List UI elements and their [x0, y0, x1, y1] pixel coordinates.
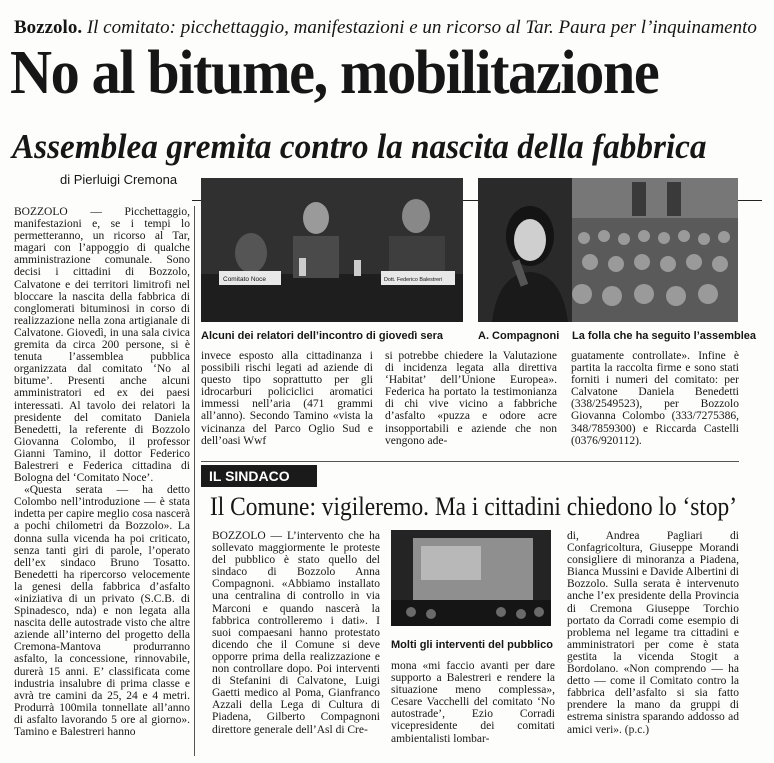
article-paragraph-2: «Questa serata — ha detto Colombo nell’introduzione — è stata indetta per capire meglio cosa nascerà a pochi chilometri da Bozzolo». La donna sulla vicenda ha poi criticato, senza tanti giri di parole, l’operato dell’ex sindaco Bruno Tosatto. Benedetti ha ripercorso velocemente la genesi della fabbrica d’asfalto «iniziativa di un privato (S.C.B. di Spinadesco, nda) e non legata alla nascita delle autostrade visto che altre aziende all’interno del progetto della Cremona-Mantova produrranno asfalto, la concessione, rinnovabile, durerà 15 anni. E’ classificata come industria insalubre di prima classe e avrà tre camini da 25, 24 e 4 metri. Produrrà 100mila tonnellate all’anno di asfalto lavorando 5 ore al giorno». Tamino e Balestreri hanno [14, 484, 190, 739]
sidebar-column-1-text: BOZZOLO — L’intervento che ha sollevato maggiormente le proteste del pubblico è stato quello del sindaco di Bozzolo Anna Compagnoni. «Abbiamo installato una centralina di controllo in via Marconi e quando nascerà la fabbrica controlleremo i dati». I suoi compaesani hanno protestato dicendo che il Comune si deve opporre prima della realizzazione e non controllare dopo. Poi interventi di Stefanini di Calvatone, Luigi Gaetti medico al Poma, Gianfranco Azzali della Lega di Cultura di Piadena, Gilberto Compagnoni direttore generale dell’Asl di Cre- [212, 530, 380, 736]
sidebar-column-3 [567, 530, 739, 758]
article-column-4-text: guatamente controllate». Infine è partita la raccolta firme e sono stati forniti i numeri del comitato: per Calvatone Daniela Benedetti (338/2549523), per Bozzolo Giovanna Colombo (333/7275386, 348/7859300) e Riccarda Castelli (0376/920112). [571, 350, 739, 447]
subhead: Assemblea gremita contro la nascita della fabbrica [12, 127, 707, 166]
photo-speakers [201, 178, 463, 322]
article-column-1 [14, 206, 190, 758]
sidebar-rule [201, 461, 739, 462]
article-column-3-text: si potrebbe chiedere la Valutazione di incidenza legata alla direttiva ‘Habitat’ dell’Unione Europea». Federica ha portato la testimonianza di chi vive vicino a fabbriche d’asfalto «puzza e odore acre insopportabili e aziende che non vengono ade- [385, 350, 557, 447]
article-column-4 [571, 350, 739, 460]
sidebar-column-2 [391, 660, 555, 758]
article-paragraph-1: BOZZOLO — Picchettaggio, manifestazioni e, se i tempi lo permetteranno, un ricorso al Tar, magari con l’appoggio di qualche amministrazione comunale. Sono decisi i cittadini di Bozzolo, Calvatone e dei territori limitrofi nel bloccare la nascita della fabbrica di conglomerati bituminosi in corso di realizzazione nella zona artigianale di Calvatone. Giovedì, in una sala civica gremita da circa 200 persone, si è tenuta l’assemblea pubblica organizzata dal comitato ‘No al bitume’. Presenti anche alcuni amministratori ed ex dei paesi interessati. Al tavolo dei relatori la presidente del comitato Daniela Benedetti, la referente di Bozzolo Giovanna Colombo, il professor Gianni Tamino, il dottor Federico Balestreri e Federica cittadina di Bologna del ‘Comitato Noce’. [14, 206, 190, 485]
sign-comitato-noce: Comitato Noce [223, 276, 266, 283]
sidebar-title: Il Comune: vigileremo. Ma i cittadini chiedono lo ‘stop’ [210, 492, 738, 521]
article-column-2 [201, 350, 373, 460]
article-column-3 [385, 350, 557, 460]
crowd-image [572, 178, 738, 322]
sidebar-badge: IL SINDACO [201, 465, 317, 487]
photo-audience [391, 530, 551, 626]
caption-speakers: Alcuni dei relatori dell’incontro di giovedì sera [201, 330, 444, 342]
sidebar-column-2-text: mona «mi faccio avanti per dare supporto a Balestreri e rendere la situazione meno complessa», Cesare Vacchelli del comitato ‘No autostrade’, Ezio Corradi vicepresidente dei comitati ambientalisti lombar- [391, 660, 555, 745]
audience-image [391, 530, 551, 626]
byline: di Pierluigi Cremona [60, 172, 178, 187]
headline: No al bitume, mobilitazione [10, 39, 659, 107]
article-column-2-text: invece esposto alla cittadinanza i possibili rischi legati ad aziende di questo tipo soprattutto per gli idrocarburi policiclici aromatici immessi nell’aria (471 grammi all’anno). Secondo Tamino «vista la vicinanza del Parco Oglio Sud e dell’oasi Wwf [201, 350, 373, 447]
sign-balestreri: Dott. Federico Balestreri [384, 277, 443, 283]
photo-crowd [572, 178, 738, 322]
kicker-place: Bozzolo. [14, 17, 83, 38]
sidebar-column-1 [212, 530, 380, 758]
photo-compagnoni [478, 178, 580, 322]
caption-audience: Molti gli interventi del pubblico [391, 639, 553, 651]
caption-crowd: La folla che ha seguito l’assemblea [572, 330, 757, 342]
sidebar-column-3-text: di, Andrea Pagliari di Confagricoltura, Giuseppe Morandi consigliere di minoranza a Piadena, Bianca Mussini e Davide Albertini di Bozzolo. Sulla serata è intervenuto anche l’ex presidente della Provincia di Cremona Giuseppe Torchio portato da Corradi come esempio di problema nel legame tra cittadini e amministratori per come è stata gestita la vicenda Stogit a Bordolano. «Non comprendo — ha detto — come il Comitato contro la fabbrica dell’asfalto si sia fatto prendere la mano da gruppi di estrema sinistra sparando addosso ad amici veri». (p.c.) [567, 530, 739, 736]
caption-compagnoni: A. Compagnoni [478, 330, 560, 342]
compagnoni-image [478, 178, 580, 322]
column-divider [194, 206, 195, 756]
kicker [14, 17, 764, 39]
speakers-image [201, 178, 463, 322]
kicker-text: Il comitato: picchettaggio, manifestazioni e un ricorso al Tar. Paura per l’inquinamento [82, 17, 757, 38]
